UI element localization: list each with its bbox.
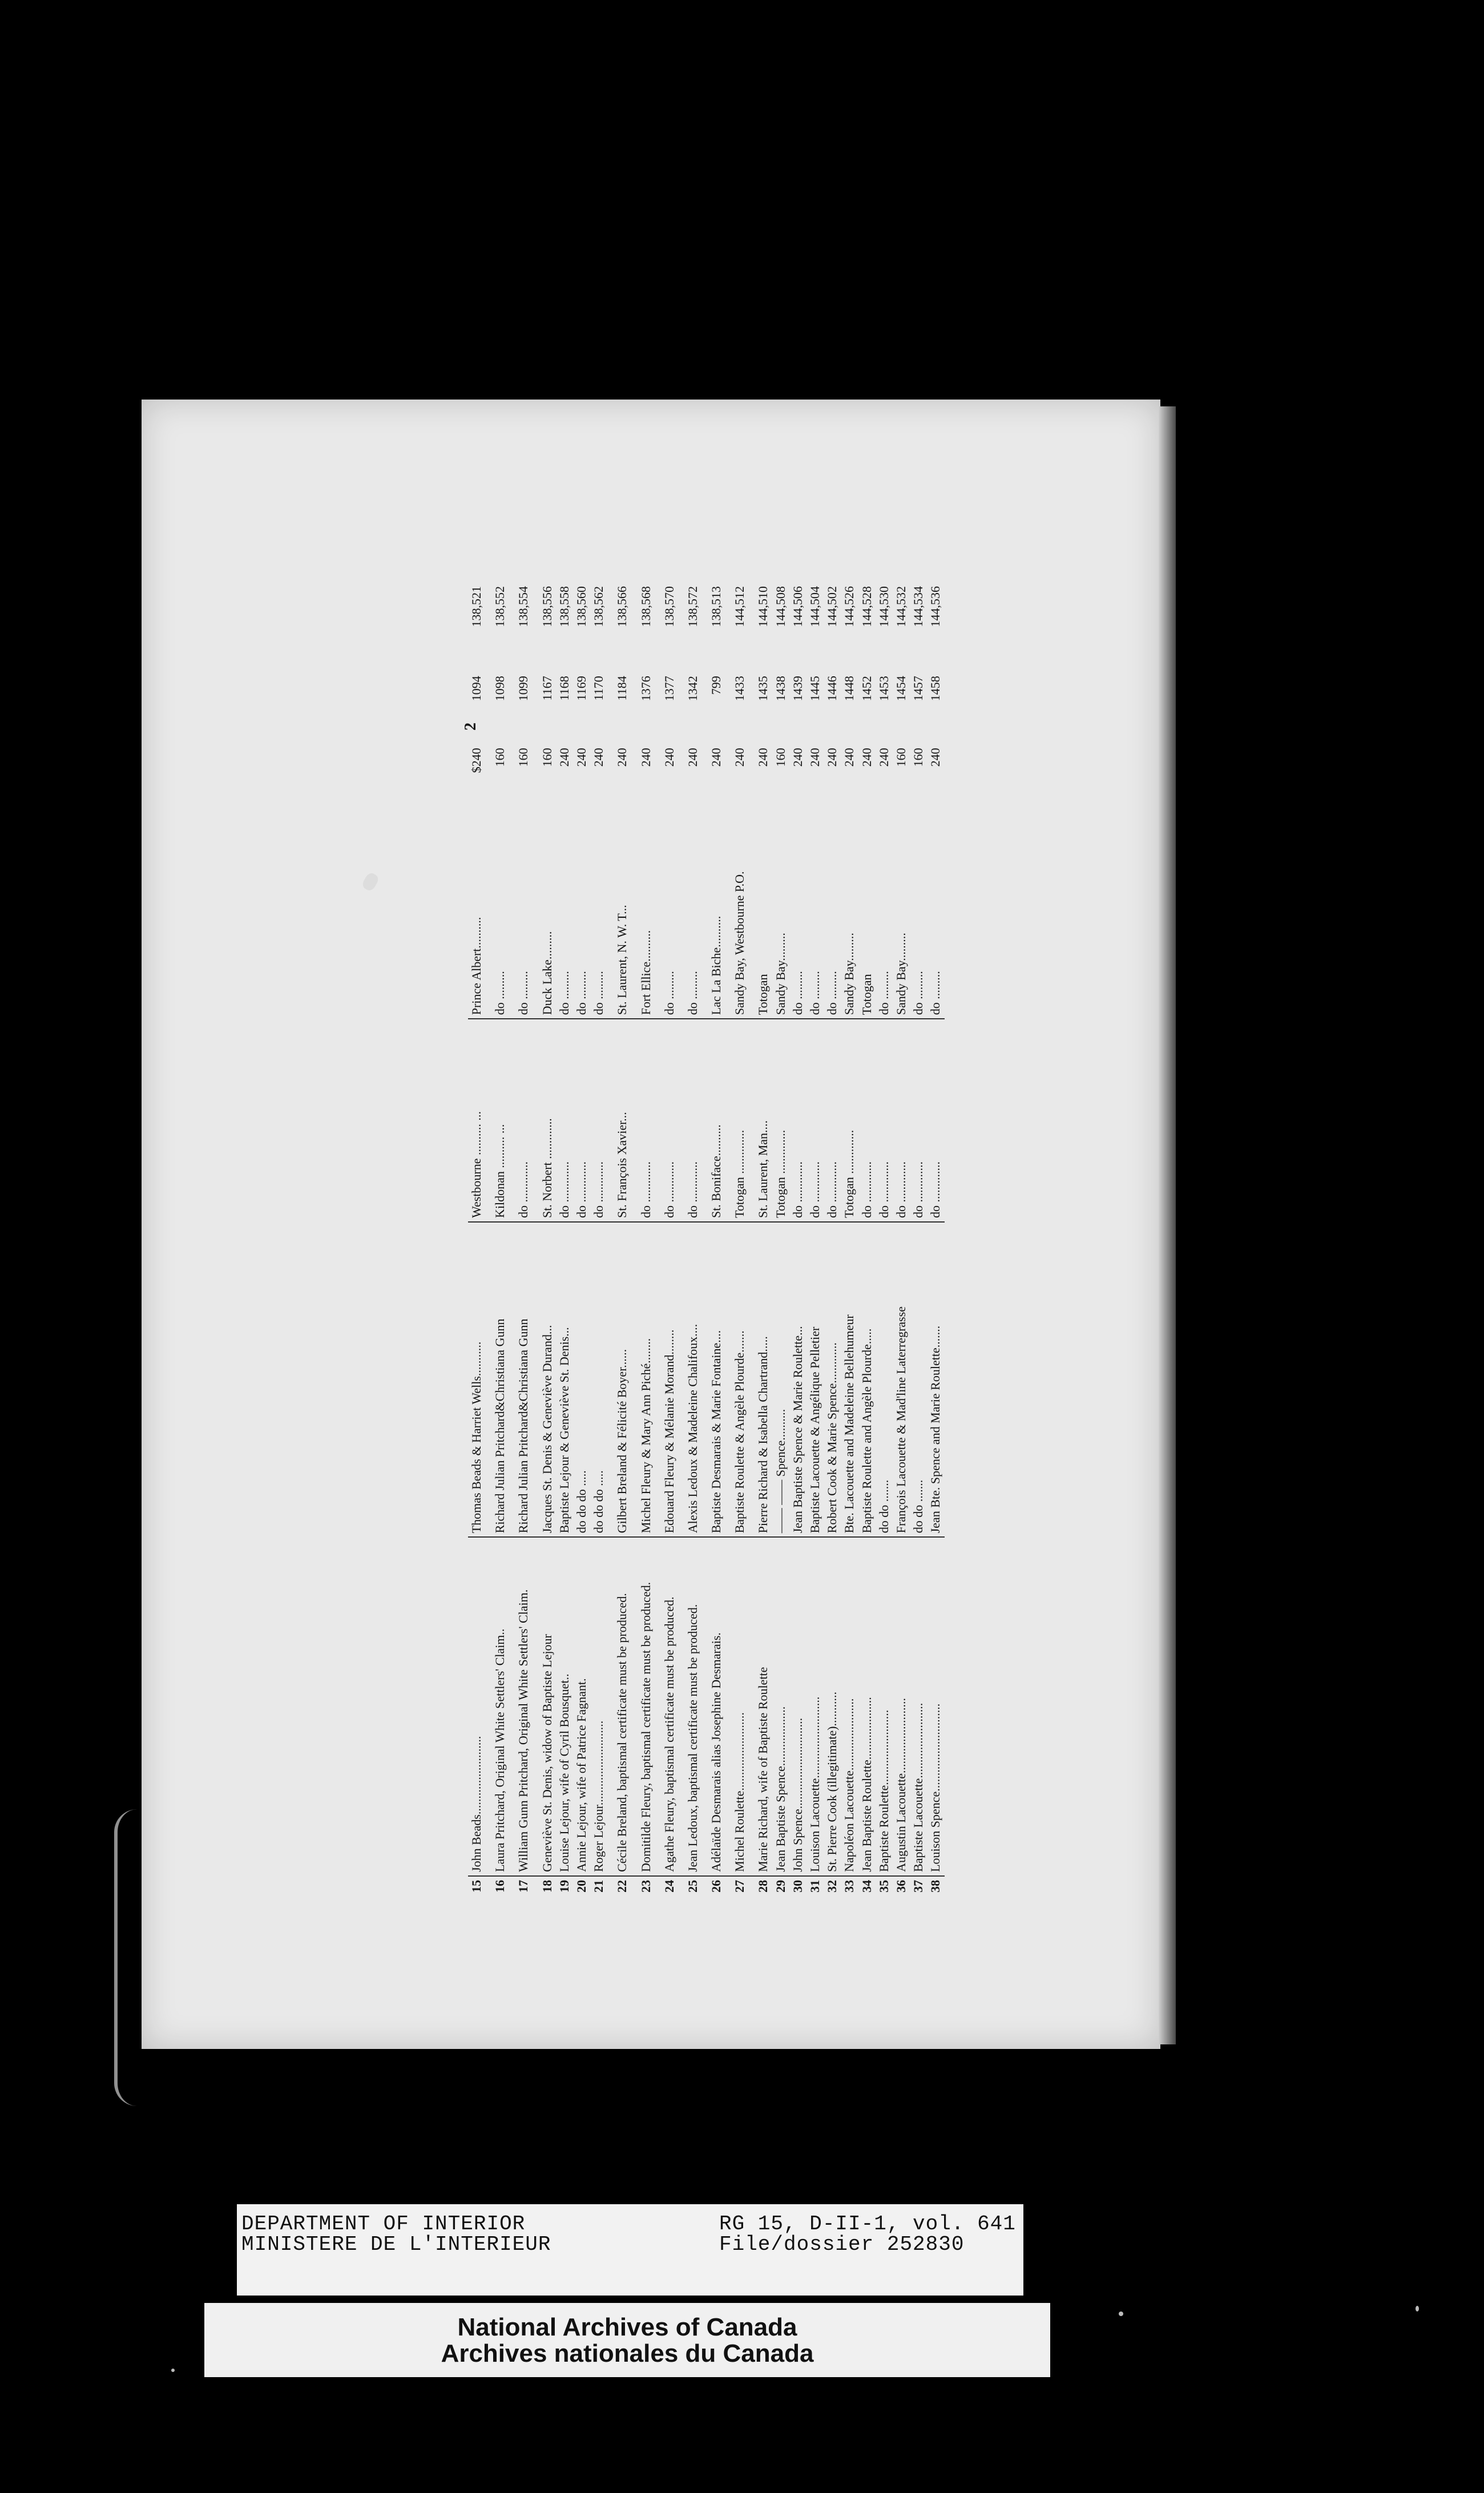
claimant-name: Domitilde Fleury, baptismal certificate must be produced. [631, 1537, 655, 1876]
parish: do ............. [509, 1019, 532, 1222]
entry-number: 15 [469, 1879, 483, 1893]
residence: Totogan [858, 817, 876, 1019]
parish: St. Boniface.......... [701, 1019, 725, 1222]
scrip-number: 138,562 [591, 586, 606, 627]
claimant-name: Baptiste Roulette........................ [876, 1537, 893, 1876]
ledger-row [556, 583, 573, 1912]
parish: do ............. [858, 1019, 876, 1222]
ledger-row [772, 583, 789, 1912]
archives-banner [204, 2303, 1050, 2377]
claimant-name: Annie Lejour, wife of Patrice Fagnant. [573, 1537, 590, 1876]
parish: do ............. [556, 1019, 573, 1222]
parish: St. Laurent, Man.... [748, 1019, 772, 1222]
claimant-name: Laura Pritchard, Original White Settlers' Claim.. [485, 1537, 509, 1876]
parish: do ............. [893, 1019, 910, 1222]
scrip-amount: 160 [773, 748, 788, 767]
parents-names: Baptiste Lejour & Geneviève St. Denis... [556, 1222, 573, 1537]
entry-number: 33 [842, 1879, 857, 1893]
claimant-name: Louison Spence............................ [927, 1537, 944, 1876]
parents-names: Richard Julian Pritchard&Christiana Gunn [509, 1222, 532, 1537]
entry-number: 20 [574, 1879, 588, 1893]
ledger-row [590, 583, 607, 1912]
parish: do ............. [910, 1019, 927, 1222]
residence: do ......... [806, 817, 824, 1019]
residence: Sandy Bay......... [772, 817, 789, 1019]
claimant-name: Roger Lejour........................... [590, 1537, 607, 1876]
ledger-row [631, 583, 655, 1912]
residence: Prince Albert.......... [468, 817, 485, 1019]
parish: St. François Xavier... [607, 1019, 631, 1222]
parish: Westbourne .......... ... [468, 1019, 485, 1222]
claimant-name: Napoléon Lacouette....................... [841, 1537, 858, 1876]
scrip-number: 138,560 [574, 586, 588, 627]
scrip-number: 138,513 [709, 586, 724, 627]
parents-names: Baptiste Lacouette & Angélique Pelletier [806, 1222, 824, 1537]
scrip-amount: 240 [662, 748, 676, 767]
claim-number: 1433 [732, 676, 747, 701]
residence: do ......... [824, 817, 841, 1019]
entry-number: 27 [732, 1879, 747, 1893]
parish: do ............. [631, 1019, 655, 1222]
ledger-row [748, 583, 772, 1912]
scrip-number: 138,570 [662, 586, 676, 627]
parents-names: Baptiste Roulette and Angèle Plourde..... [858, 1222, 876, 1537]
punch-hole-mark [361, 872, 380, 893]
scrip-number: 144,512 [732, 586, 747, 627]
claimant-name: Louison Lacouette.......................... [806, 1537, 824, 1876]
ledger-row [485, 583, 509, 1912]
scrip-number: 144,536 [928, 586, 943, 627]
parents-names: Jean Bte. Spence and Marie Roulette....... [927, 1222, 944, 1537]
residence: Sandy Bay......... [893, 817, 910, 1019]
residence: Duck Lake......... [533, 817, 556, 1019]
scrip-number: 144,504 [808, 586, 822, 627]
claim-number: 1454 [893, 676, 908, 701]
ledger-row [858, 583, 876, 1912]
residence: do ......... [927, 817, 944, 1019]
scrip-number: 144,526 [842, 586, 857, 627]
parents-names: Baptiste Desmarais & Marie Fontaine.... [701, 1222, 725, 1537]
parish: do ............. [590, 1019, 607, 1222]
parents-names: do do do ..... [590, 1222, 607, 1537]
rotated-ledger [462, 571, 1090, 1912]
entry-number: 32 [825, 1879, 840, 1893]
ledger-row [789, 583, 806, 1912]
ledger-row [573, 583, 590, 1912]
scan-dust [1416, 2306, 1419, 2312]
entry-number: 28 [756, 1879, 771, 1893]
entry-number: 21 [591, 1879, 606, 1893]
parish: St. Norbert ............. [533, 1019, 556, 1222]
claim-number: 1170 [591, 676, 606, 701]
scrip-amount: 240 [928, 748, 943, 767]
scrip-amount: 240 [591, 748, 606, 767]
parish: Totogan .............. [772, 1019, 789, 1222]
entry-number: 29 [773, 1879, 788, 1893]
claim-number: 1099 [516, 676, 531, 701]
archive-reference-label [237, 2204, 1023, 2296]
claimant-name: Augustin Lacouette........................ [893, 1537, 910, 1876]
scrip-number: 138,554 [516, 586, 531, 627]
parents-names: Michel Fleury & Mary Ann Piché........ [631, 1222, 655, 1537]
parish: Totogan .............. [841, 1019, 858, 1222]
scrip-number: 138,558 [556, 586, 571, 627]
scrip-amount: 240 [709, 748, 724, 767]
scrip-amount: 160 [493, 748, 507, 767]
claim-number: 1446 [825, 676, 840, 701]
page-number: 2 [462, 723, 479, 731]
claimant-name: St. Pierre Cook (illegitimate)........... [824, 1537, 841, 1876]
scrip-amount: 240 [732, 748, 747, 767]
claimant-name: William Gunn Pritchard, Original White Settlers' Claim. [509, 1537, 532, 1876]
archives-name-english: National Archives of Canada [457, 2313, 797, 2341]
claim-number: 1457 [911, 676, 926, 701]
parents-names: Jacques St. Denis & Geneviève Durand... [533, 1222, 556, 1537]
scrip-amount: 240 [825, 748, 840, 767]
entry-number: 19 [556, 1879, 571, 1893]
claim-number: 1452 [859, 676, 874, 701]
claim-number: 1098 [493, 676, 507, 701]
claim-number: 1094 [469, 676, 483, 701]
claimant-name: Adélaïde Desmarais alias Josephine Desmarais. [701, 1537, 725, 1876]
parish: do ............. [655, 1019, 678, 1222]
scrip-amount: 160 [539, 748, 554, 767]
claimant-name: Cécile Breland, baptismal certificate must be produced. [607, 1537, 631, 1876]
page-edge [1159, 406, 1176, 2044]
ledger-row [824, 583, 841, 1912]
scan-dust [171, 2369, 175, 2372]
claimant-name: John Spence............................. [789, 1537, 806, 1876]
claimant-name: Jean Baptiste Roulette.................... [858, 1537, 876, 1876]
claimant-name: Jean Ledoux, baptismal certificate must be produced. [678, 1537, 701, 1876]
residence: do ......... [590, 817, 607, 1019]
scrip-amount: 240 [808, 748, 822, 767]
scrip-number: 144,532 [893, 586, 908, 627]
parish: do ............. [806, 1019, 824, 1222]
scrip-amount: 160 [516, 748, 531, 767]
department-english: DEPARTMENT OF INTERIOR [241, 2212, 526, 2236]
claim-number: 1342 [685, 676, 700, 701]
claim-number: 1377 [662, 676, 676, 701]
parish: do ............. [824, 1019, 841, 1222]
residence: do ......... [485, 817, 509, 1019]
scrip-amount: 160 [911, 748, 926, 767]
entry-number: 16 [493, 1879, 507, 1893]
residence: St. Laurent, N. W. T... [607, 817, 631, 1019]
claim-number: 799 [709, 676, 724, 695]
ledger-row [655, 583, 678, 1912]
parish: Kildonan .......... ... [485, 1019, 509, 1222]
parish: do ............. [573, 1019, 590, 1222]
record-group-reference: RG 15, D-II-1, vol. 641 [719, 2212, 1016, 2236]
residence: do ......... [876, 817, 893, 1019]
ledger-row [841, 583, 858, 1912]
parish: do ............. [876, 1019, 893, 1222]
ledger-region [462, 571, 1090, 1912]
scrip-number: 138,521 [469, 586, 483, 627]
parents-names: do do ....... [876, 1222, 893, 1537]
ledger-row [725, 583, 748, 1912]
scrip-amount: 240 [638, 748, 653, 767]
claim-number: 1438 [773, 676, 788, 701]
residence: Lac La Biche.......... [701, 817, 725, 1019]
ledger-row [678, 583, 701, 1912]
entry-number: 23 [638, 1879, 653, 1893]
parish: do ............. [678, 1019, 701, 1222]
claim-number: 1453 [876, 676, 891, 701]
entry-number: 38 [928, 1879, 943, 1893]
claim-number: 1376 [638, 676, 653, 701]
parents-names: François Lacouette & Mad'line Laterregrasse [893, 1222, 910, 1537]
scrip-number: 144,530 [876, 586, 891, 627]
parents-names: do do ....... [910, 1222, 927, 1537]
entry-number: 18 [539, 1879, 554, 1893]
claimant-name: Michel Roulette......................... [725, 1537, 748, 1876]
entry-number: 22 [615, 1879, 630, 1893]
claim-number: 1167 [539, 676, 554, 701]
entry-number: 34 [859, 1879, 874, 1893]
ledger-row [607, 583, 631, 1912]
entry-number: 17 [516, 1879, 531, 1893]
residence: do ......... [789, 817, 806, 1019]
scrip-amount: 240 [685, 748, 700, 767]
ledger-row [893, 583, 910, 1912]
scrip-number: 144,510 [756, 586, 771, 627]
residence: do ......... [678, 817, 701, 1019]
ledger-row [927, 583, 944, 1912]
scrip-amount: 240 [790, 748, 805, 767]
scrip-number: 144,502 [825, 586, 840, 627]
entry-number: 31 [808, 1879, 822, 1893]
claim-number: 1184 [615, 676, 630, 701]
ledger-table [468, 582, 945, 1912]
scrip-number: 138,552 [493, 586, 507, 627]
ledger-row [876, 583, 893, 1912]
claim-number: 1448 [842, 676, 857, 701]
parents-names: Jean Baptiste Spence & Marie Roulette... [789, 1222, 806, 1537]
parish: Totogan .............. [725, 1019, 748, 1222]
claim-number: 1439 [790, 676, 805, 701]
parents-names: Pierre Richard & Isabella Chartrand..... [748, 1222, 772, 1537]
department-french: MINISTERE DE L'INTERIEUR [241, 2233, 551, 2256]
ledger-row [701, 583, 725, 1912]
parents-names: Thomas Beads & Harriet Wells........... [468, 1222, 485, 1537]
claimant-name: Louise Lejour, wife of Cyril Bousquet.. [556, 1537, 573, 1876]
binding-mark [114, 1809, 169, 2106]
parish: do ............. [789, 1019, 806, 1222]
parents-names: —— —— Spence.......... [772, 1222, 789, 1537]
scrip-amount: 240 [574, 748, 588, 767]
claimant-name: John Beads......................... [468, 1537, 485, 1876]
parents-names: Robert Cook & Marie Spence............. [824, 1222, 841, 1537]
parents-names: Baptiste Roulette & Angèle Plourde....... [725, 1222, 748, 1537]
residence: Sandy Bay, Westbourne P.O. [725, 817, 748, 1019]
entry-number: 30 [790, 1879, 805, 1893]
scan-dust [1119, 2312, 1123, 2316]
claim-number: 1435 [756, 676, 771, 701]
claim-number: 1168 [556, 676, 571, 701]
claimant-name: Jean Baptiste Spence................... [772, 1537, 789, 1876]
residence: do ......... [573, 817, 590, 1019]
scrip-amount: 240 [876, 748, 891, 767]
residence: Fort Ellice.......... [631, 817, 655, 1019]
scrip-number: 138,568 [638, 586, 653, 627]
claim-number: 1445 [808, 676, 822, 701]
parents-names: do do do ..... [573, 1222, 590, 1537]
ledger-row [468, 583, 485, 1912]
parents-names: Edouard Fleury & Mélanie Morand........ [655, 1222, 678, 1537]
ledger-body [468, 583, 945, 1912]
archives-name-french: Archives nationales du Canada [441, 2339, 814, 2367]
claimant-name: Geneviève St. Denis, widow of Baptiste Lejour [533, 1537, 556, 1876]
residence: do ......... [910, 817, 927, 1019]
ledger-row [533, 583, 556, 1912]
parish: do ............. [927, 1019, 944, 1222]
claimant-name: Marie Richard, wife of Baptiste Roulette [748, 1537, 772, 1876]
residence: Totogan [748, 817, 772, 1019]
residence: do ......... [509, 817, 532, 1019]
entry-number: 37 [911, 1879, 926, 1893]
scrip-number: 138,566 [615, 586, 630, 627]
scrip-number: 144,528 [859, 586, 874, 627]
claim-number: 1169 [574, 676, 588, 701]
scrip-amount: 240 [756, 748, 771, 767]
parents-names: Alexis Ledoux & Madeleine Chalifoux.... [678, 1222, 701, 1537]
file-reference: File/dossier 252830 [719, 2233, 965, 2256]
ledger-row [509, 583, 532, 1912]
parents-names: Bte. Lacouette and Madeleine Bellehumeur [841, 1222, 858, 1537]
scrip-number: 138,572 [685, 586, 700, 627]
scrip-amount: 240 [859, 748, 874, 767]
entry-number: 25 [685, 1879, 700, 1893]
claimant-name: Baptiste Lacouette........................ [910, 1537, 927, 1876]
scrip-number: 144,534 [911, 586, 926, 627]
claim-number: 1458 [928, 676, 943, 701]
entry-number: 36 [893, 1879, 908, 1893]
parents-names: Richard Julian Pritchard&Christiana Gunn [485, 1222, 509, 1537]
parents-names: Gilbert Breland & Félicité Boyer...... [607, 1222, 631, 1537]
scrip-amount: 240 [556, 748, 571, 767]
scrip-number: 144,508 [773, 586, 788, 627]
residence: do ......... [655, 817, 678, 1019]
residence: Sandy Bay......... [841, 817, 858, 1019]
scrip-amount: 160 [893, 748, 908, 767]
entry-number: 35 [876, 1879, 891, 1893]
scrip-number: 144,506 [790, 586, 805, 627]
scrip-amount: $240 [469, 748, 483, 773]
ledger-row [806, 583, 824, 1912]
entry-number: 26 [709, 1879, 724, 1893]
entry-number: 24 [662, 1879, 676, 1893]
scrip-number: 138,556 [539, 586, 554, 627]
scrip-amount: 240 [615, 748, 630, 767]
ledger-row [910, 583, 927, 1912]
scrip-amount: 240 [842, 748, 857, 767]
claimant-name: Agathe Fleury, baptismal certificate must be produced. [655, 1537, 678, 1876]
residence: do ......... [556, 817, 573, 1019]
